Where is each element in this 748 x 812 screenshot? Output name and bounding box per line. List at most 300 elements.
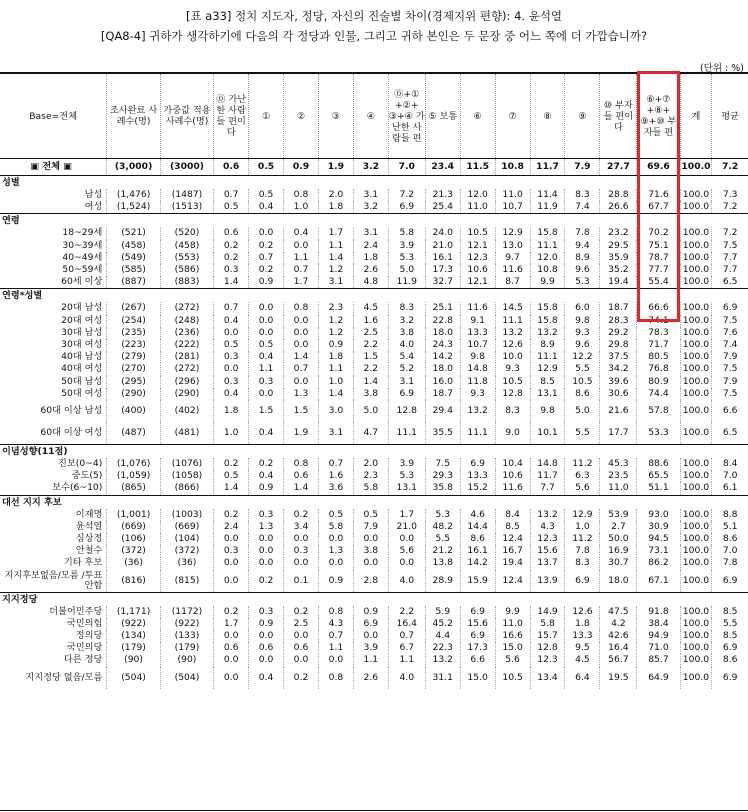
table-cell: 8.4	[495, 509, 530, 521]
table-cell: 8.6	[460, 533, 495, 545]
table-cell: (267)	[107, 302, 160, 314]
table-cell: 2.7	[600, 521, 637, 533]
table-row	[0, 458, 748, 470]
table-cell: 11.6	[460, 302, 495, 314]
table-cell: (272)	[160, 363, 213, 375]
table-cell: (402)	[160, 400, 213, 422]
table-cell: 0.0	[249, 327, 284, 339]
row-label: 다른 정당	[63, 654, 103, 666]
table-cell: 16.1	[425, 252, 460, 264]
table-cell: 7.8	[712, 557, 748, 569]
table-cell: 0.6	[284, 470, 319, 482]
table-cell: 0.0	[284, 630, 319, 642]
row-label: 60대 이상 여성	[40, 427, 103, 439]
table-cell: 1.2	[318, 315, 353, 327]
table-cell: 71.7	[637, 339, 680, 351]
table-cell: 0.0	[214, 533, 249, 545]
table-cell: 1.3	[249, 521, 284, 533]
table-cell: (248)	[160, 315, 213, 327]
table-cell: 12.8	[388, 400, 425, 422]
table-cell: 5.0	[565, 400, 600, 422]
table-cell: 10.6	[460, 264, 495, 276]
row-label: 중도(5)	[71, 470, 103, 482]
table-cell: 1.4	[284, 351, 319, 363]
table-cell: 8.5	[712, 630, 748, 642]
table-cell: 7.2	[712, 201, 748, 214]
table-cell: 0.0	[353, 533, 388, 545]
table-cell: 8.9	[530, 339, 565, 351]
table-row	[0, 351, 748, 363]
table-cell: 1.1	[318, 363, 353, 375]
column-header: ⓪ 가난한 사람들 편이다	[214, 73, 249, 159]
section-label: 연령*성별	[0, 289, 748, 303]
table-cell: (1,476)	[107, 189, 160, 201]
table-row	[0, 630, 748, 642]
table-cell: 5.6	[388, 545, 425, 557]
table-cell: 100.0	[680, 618, 712, 630]
table-cell: 0.2	[214, 606, 249, 618]
section-label: 이념성향(11점)	[0, 445, 748, 459]
table-row	[0, 264, 748, 276]
row-label: 지지후보없음/모름 /투표안함	[4, 569, 103, 591]
table-cell: (222)	[160, 339, 213, 351]
section-label: 대선 지지 후보	[0, 495, 748, 509]
table-cell: 6.9	[712, 302, 748, 314]
table-cell: 8.4	[712, 458, 748, 470]
table-cell: 13.3	[460, 327, 495, 339]
table-cell: 0.6	[249, 642, 284, 654]
table-cell: 1.1	[284, 252, 319, 264]
table-cell: 7.9	[353, 521, 388, 533]
table-cell: 0.0	[249, 533, 284, 545]
table-cell: 10.5	[565, 376, 600, 388]
table-row	[0, 376, 748, 388]
table-cell: 12.4	[495, 570, 530, 593]
table-cell: 8.3	[565, 189, 600, 201]
table-cell: 0.7	[284, 363, 319, 375]
table-cell: 100.0	[680, 264, 712, 276]
table-cell: 0.6	[284, 642, 319, 654]
row-label: 심상정	[75, 533, 103, 545]
table-cell: 100.0	[680, 302, 712, 314]
table-cell: (1513)	[160, 201, 213, 214]
table-cell: 0.3	[249, 606, 284, 618]
table-cell: 18.7	[425, 388, 460, 400]
table-cell: 38.4	[637, 618, 680, 630]
table-cell: 5.5	[712, 618, 748, 630]
table-cell: 0.0	[214, 570, 249, 593]
table-cell: 11.6	[495, 264, 530, 276]
table-row	[0, 509, 748, 521]
table-cell: 7.9	[712, 376, 748, 388]
table-cell: 21.0	[425, 240, 460, 252]
table-cell: 7.0	[388, 159, 425, 176]
section-header-row	[0, 445, 748, 459]
column-header: ⑥+⑦ +⑧+ ⑨+⑩ 부자들 편	[637, 73, 680, 159]
table-cell: 10.5	[495, 667, 530, 689]
table-row	[0, 570, 748, 593]
table-cell: (669)	[107, 521, 160, 533]
table-cell: (1,059)	[107, 470, 160, 482]
table-cell: 14.9	[530, 606, 565, 618]
table-cell: 7.5	[425, 458, 460, 470]
table-cell: 76.8	[637, 363, 680, 375]
table-cell: 26.6	[600, 201, 637, 214]
table-cell: 4.4	[425, 630, 460, 642]
table-cell: 9.8	[460, 351, 495, 363]
table-row	[0, 521, 748, 533]
table-cell: 14.2	[425, 351, 460, 363]
table-cell: 3.8	[353, 545, 388, 557]
table-cell: 16.1	[460, 545, 495, 557]
table-cell: 0.0	[214, 667, 249, 689]
table-cell: 0.0	[214, 557, 249, 569]
table-cell: (236)	[160, 327, 213, 339]
table-cell: 53.3	[637, 422, 680, 445]
table-cell: (90)	[160, 654, 213, 666]
section-header-row	[0, 214, 748, 228]
table-cell: 56.7	[600, 654, 637, 666]
table-cell: 6.6	[460, 654, 495, 666]
table-cell: 5.6	[565, 482, 600, 495]
table-cell: 0.6	[214, 227, 249, 239]
table-cell: (1487)	[160, 189, 213, 201]
table-cell: (481)	[160, 422, 213, 445]
table-cell: (1076)	[160, 458, 213, 470]
table-cell: 71.6	[637, 189, 680, 201]
table-cell: 15.8	[530, 227, 565, 239]
table-cell: 0.0	[249, 557, 284, 569]
table-cell: 100.0	[680, 327, 712, 339]
section-header-row	[0, 592, 748, 606]
table-cell: 10.8	[495, 159, 530, 176]
table-cell: 1.0	[318, 376, 353, 388]
table-cell: 32.7	[425, 276, 460, 289]
table-cell: 2.3	[318, 302, 353, 314]
table-cell: 5.5	[425, 533, 460, 545]
table-cell: 9.5	[565, 642, 600, 654]
column-header: ⑥	[460, 73, 495, 159]
table-row	[0, 240, 748, 252]
table-cell: 9.7	[495, 252, 530, 264]
table-cell: 34.2	[600, 363, 637, 375]
table-cell: 0.0	[214, 363, 249, 375]
table-cell: (296)	[160, 376, 213, 388]
table-cell: 37.5	[600, 351, 637, 363]
table-cell: 1.2	[318, 264, 353, 276]
table-cell: 16.7	[495, 545, 530, 557]
table-cell: 5.6	[495, 654, 530, 666]
table-cell: 100.0	[680, 422, 712, 445]
table-cell: 3.9	[353, 642, 388, 654]
table-cell: 8.5	[530, 376, 565, 388]
table-cell: 9.0	[495, 422, 530, 445]
table-cell: 1.7	[214, 618, 249, 630]
table-cell: 0.0	[249, 315, 284, 327]
table-cell: 10.1	[530, 422, 565, 445]
table-cell: 93.0	[637, 509, 680, 521]
table-cell: (134)	[107, 630, 160, 642]
table-cell: 0.3	[214, 545, 249, 557]
table-cell: 75.1	[637, 240, 680, 252]
table-cell: 0.1	[284, 570, 319, 593]
table-cell: 6.9	[460, 630, 495, 642]
table-cell: 2.2	[353, 339, 388, 351]
table-row	[0, 363, 748, 375]
table-cell: 11.1	[530, 240, 565, 252]
row-label: 지지정당 없음/모름	[25, 671, 103, 683]
table-cell: 67.1	[637, 570, 680, 593]
table-cell: 5.5	[565, 422, 600, 445]
table-cell: 2.5	[353, 327, 388, 339]
table-cell: 9.8	[565, 315, 600, 327]
table-cell: 100.0	[680, 570, 712, 593]
table-cell: (504)	[107, 667, 160, 689]
table-cell: 78.3	[637, 327, 680, 339]
table-cell: 0.0	[284, 240, 319, 252]
table-cell: 12.3	[530, 533, 565, 545]
table-cell: 14.2	[460, 557, 495, 569]
table-cell: 6.3	[565, 470, 600, 482]
row-label: 진보(0~4)	[58, 458, 103, 470]
table-cell: 11.1	[495, 315, 530, 327]
table-cell: 7.2	[712, 227, 748, 239]
table-cell: (553)	[160, 252, 213, 264]
table-cell: 5.3	[425, 509, 460, 521]
table-row	[0, 667, 748, 689]
table-row	[0, 654, 748, 666]
table-cell: 6.9	[460, 458, 495, 470]
row-label: 정의당	[75, 630, 103, 642]
table-cell: 6.0	[565, 302, 600, 314]
table-cell: 6.9	[388, 201, 425, 214]
table-cell: (883)	[160, 276, 213, 289]
table-cell: 14.5	[495, 302, 530, 314]
table-cell: 12.0	[460, 189, 495, 201]
table-cell: 77.7	[637, 264, 680, 276]
table-cell: 0.5	[249, 189, 284, 201]
table-cell: 7.0	[712, 470, 748, 482]
table-cell: 0.4	[214, 315, 249, 327]
table-cell: 0.4	[249, 470, 284, 482]
table-cell: 67.7	[637, 201, 680, 214]
table-cell: 100.0	[680, 606, 712, 618]
table-cell: 7.3	[712, 189, 748, 201]
table-cell: 13.2	[460, 400, 495, 422]
table-cell: 14.8	[460, 363, 495, 375]
table-cell: 12.6	[565, 606, 600, 618]
table-cell: 35.9	[600, 252, 637, 264]
table-cell: 9.9	[530, 276, 565, 289]
row-label: 기타 후보	[63, 557, 103, 569]
table-cell: (104)	[160, 533, 213, 545]
table-cell: 9.6	[565, 264, 600, 276]
table-cell: 0.2	[214, 509, 249, 521]
table-cell: (458)	[107, 240, 160, 252]
table-cell: (36)	[160, 557, 213, 569]
table-cell: 13.2	[495, 327, 530, 339]
table-cell: 4.2	[600, 618, 637, 630]
table-cell: 8.6	[565, 388, 600, 400]
table-cell: 1.4	[284, 482, 319, 495]
table-cell: 5.2	[388, 363, 425, 375]
table-cell: (458)	[160, 240, 213, 252]
table-cell: 100.0	[680, 521, 712, 533]
table-cell: 1.0	[214, 422, 249, 445]
table-cell: 0.0	[249, 227, 284, 239]
table-cell: 11.0	[495, 618, 530, 630]
column-header: 조사완료 사례수(명)	[107, 73, 160, 159]
row-label: 이재명	[75, 508, 103, 520]
table-cell: 2.4	[353, 240, 388, 252]
table-cell: 13.0	[495, 240, 530, 252]
column-header: ③	[318, 73, 353, 159]
table-cell: 25.1	[425, 302, 460, 314]
table-cell: 0.9	[318, 570, 353, 593]
table-cell: 13.2	[530, 327, 565, 339]
table-cell: 3.1	[318, 276, 353, 289]
table-cell: 73.1	[637, 545, 680, 557]
table-cell: 0.2	[249, 264, 284, 276]
table-cell: 21.0	[388, 521, 425, 533]
row-label: 50대 남성	[61, 375, 103, 387]
table-cell: 1.8	[565, 618, 600, 630]
table-cell: 13.3	[565, 630, 600, 642]
table-cell: 6.1	[712, 482, 748, 495]
table-cell: 0.0	[284, 327, 319, 339]
table-cell: 80.5	[637, 351, 680, 363]
table-cell: 11.1	[530, 351, 565, 363]
table-cell: 80.9	[637, 376, 680, 388]
row-label: 20대 여성	[61, 314, 103, 326]
table-cell: 94.5	[637, 533, 680, 545]
table-cell: 100.0	[680, 458, 712, 470]
table-cell: 30.9	[637, 521, 680, 533]
table-cell: 3.2	[353, 159, 388, 176]
table-cell: 1.3	[318, 545, 353, 557]
table-cell: 9.3	[495, 363, 530, 375]
table-cell: 0.4	[249, 667, 284, 689]
table-cell: 15.0	[460, 667, 495, 689]
table-row	[0, 533, 748, 545]
table-cell: 7.8	[565, 545, 600, 557]
row-label: 40~49세	[62, 251, 103, 263]
table-cell: 100.0	[680, 630, 712, 642]
table-cell: 0.4	[214, 388, 249, 400]
table-cell: (1,171)	[107, 606, 160, 618]
table-cell: 3.8	[388, 327, 425, 339]
table-cell: 78.7	[637, 252, 680, 264]
column-header: ⑨	[565, 73, 600, 159]
row-label: ▣ 전체 ▣	[0, 159, 107, 176]
table-cell: (3000)	[160, 159, 213, 176]
table-cell: 0.3	[249, 509, 284, 521]
table-cell: 5.9	[425, 606, 460, 618]
table-cell: 0.7	[284, 264, 319, 276]
table-cell: 0.0	[353, 557, 388, 569]
table-body	[0, 159, 748, 689]
table-cell: 0.3	[214, 351, 249, 363]
table-cell: 7.7	[712, 252, 748, 264]
table-cell: 15.8	[530, 315, 565, 327]
table-cell: 0.8	[284, 189, 319, 201]
table-cell: 0.2	[249, 240, 284, 252]
table-cell: 9.3	[565, 327, 600, 339]
table-cell: 15.6	[460, 618, 495, 630]
table-bottom-rule	[0, 810, 748, 811]
table-cell: 13.4	[530, 667, 565, 689]
table-cell: 3.1	[318, 422, 353, 445]
table-cell: 42.6	[600, 630, 637, 642]
table-cell: 15.9	[460, 570, 495, 593]
table-cell: 0.0	[214, 654, 249, 666]
table-cell: 2.0	[318, 189, 353, 201]
table-row	[0, 327, 748, 339]
table-row	[0, 201, 748, 214]
table-cell: (295)	[107, 376, 160, 388]
table-cell: 0.3	[284, 545, 319, 557]
section-header-row	[0, 176, 748, 190]
table-row	[0, 227, 748, 239]
table-cell: (504)	[160, 667, 213, 689]
table-cell: 1.1	[249, 363, 284, 375]
table-cell: 47.5	[600, 606, 637, 618]
table-cell: 15.6	[530, 545, 565, 557]
table-cell: 2.2	[388, 606, 425, 618]
table-cell: 6.9	[712, 642, 748, 654]
table-cell: 0.7	[249, 252, 284, 264]
table-cell: 53.9	[600, 509, 637, 521]
column-header: ⑩ 부자들 편이다	[600, 73, 637, 159]
table-cell: 6.9	[460, 606, 495, 618]
table-cell: 1.1	[353, 654, 388, 666]
table-cell: 100.0	[680, 667, 712, 689]
table-cell: 10.6	[495, 470, 530, 482]
table-cell: 0.0	[284, 533, 319, 545]
table-cell: 0.0	[249, 388, 284, 400]
table-cell: 11.5	[460, 159, 495, 176]
table-cell: 0.0	[318, 557, 353, 569]
table-cell: 100.0	[680, 642, 712, 654]
table-cell: 0.0	[214, 630, 249, 642]
table-cell: 1.4	[214, 482, 249, 495]
table-cell: 12.3	[530, 654, 565, 666]
table-cell: 0.3	[249, 376, 284, 388]
crosstab-table	[0, 72, 748, 689]
table-cell: 7.2	[388, 189, 425, 201]
section-label: 지지정당	[0, 592, 748, 606]
table-cell: 94.9	[637, 630, 680, 642]
table-cell: 57.8	[637, 400, 680, 422]
table-cell: 7.5	[712, 240, 748, 252]
row-label: 여성	[84, 201, 103, 213]
table-cell: 100.0	[680, 252, 712, 264]
table-cell: 23.2	[600, 227, 637, 239]
table-cell: 3.9	[388, 458, 425, 470]
table-cell: 100.0	[680, 276, 712, 289]
table-cell: 19.4	[495, 557, 530, 569]
table-cell: (866)	[160, 482, 213, 495]
table-row	[0, 315, 748, 327]
table-row	[0, 159, 748, 176]
table-cell: 74.1	[637, 315, 680, 327]
table-cell: 0.9	[249, 618, 284, 630]
table-cell: 1.0	[284, 201, 319, 214]
row-label: 60세 이상	[61, 276, 103, 288]
table-cell: (487)	[107, 422, 160, 445]
table-cell: 4.7	[353, 422, 388, 445]
table-cell: (179)	[160, 642, 213, 654]
